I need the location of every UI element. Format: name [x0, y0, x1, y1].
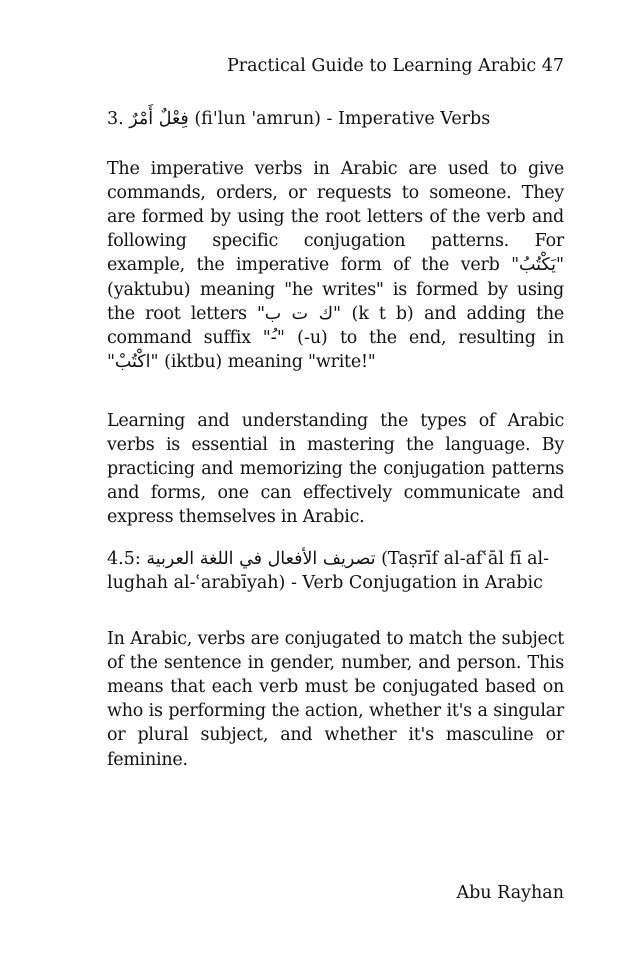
paragraph-conjugation-explanation: In Arabic, verbs are conjugated to match the subject of the sentence in gender, number, and person. This means that each verb must be conjugated based on who is performing the action, whether it's a singular or plural subject, and whether it's masculine or feminine.	[107, 628, 564, 770]
section-arabic-term: فِعْلٌ أَمْرٌ	[129, 109, 189, 129]
section-number: 3.	[107, 109, 124, 129]
section-number: 4.5:	[107, 549, 141, 569]
paragraph-imperative-explanation: The imperative verbs in Arabic are used to give commands, orders, or requests to someone. They are formed by using the root letters of the verb and following specific conjugation patterns. For example, the imperative form of the verb "يَكْتُبُ" (yaktubu) meaning "he writes" is formed by using the root letters "ك ت ب" (k t b) and adding the command suffix "-ُ" (-u) to the end, resulting in "اكْتُبْ" (iktbu) meaning "write!"	[107, 158, 564, 373]
paragraph-verb-types-summary: Learning and understanding the types of Arabic verbs is essential in mastering the language. By practicing and memorizing the conjugation patterns and forms, one can effectively communicate and express themselves in Arabic.	[107, 410, 564, 528]
section-title-text: (Taṣrīf al-afʿāl fī al-lughah al-ʿarabīyah) - Verb Conjugation in Arabic	[107, 549, 550, 593]
section-heading-verb-conjugation	[107, 547, 564, 595]
section-heading-imperative-verbs	[107, 107, 564, 131]
author-footer: Abu Rayhan	[456, 883, 564, 903]
section-title-text: (fi'lun 'amrun) - Imperative Verbs	[188, 109, 491, 129]
running-header: Practical Guide to Learning Arabic 47	[226, 56, 564, 76]
book-page	[107, 0, 564, 957]
section-arabic-term: تصريف الأفعال في اللغة العربية	[146, 549, 376, 569]
